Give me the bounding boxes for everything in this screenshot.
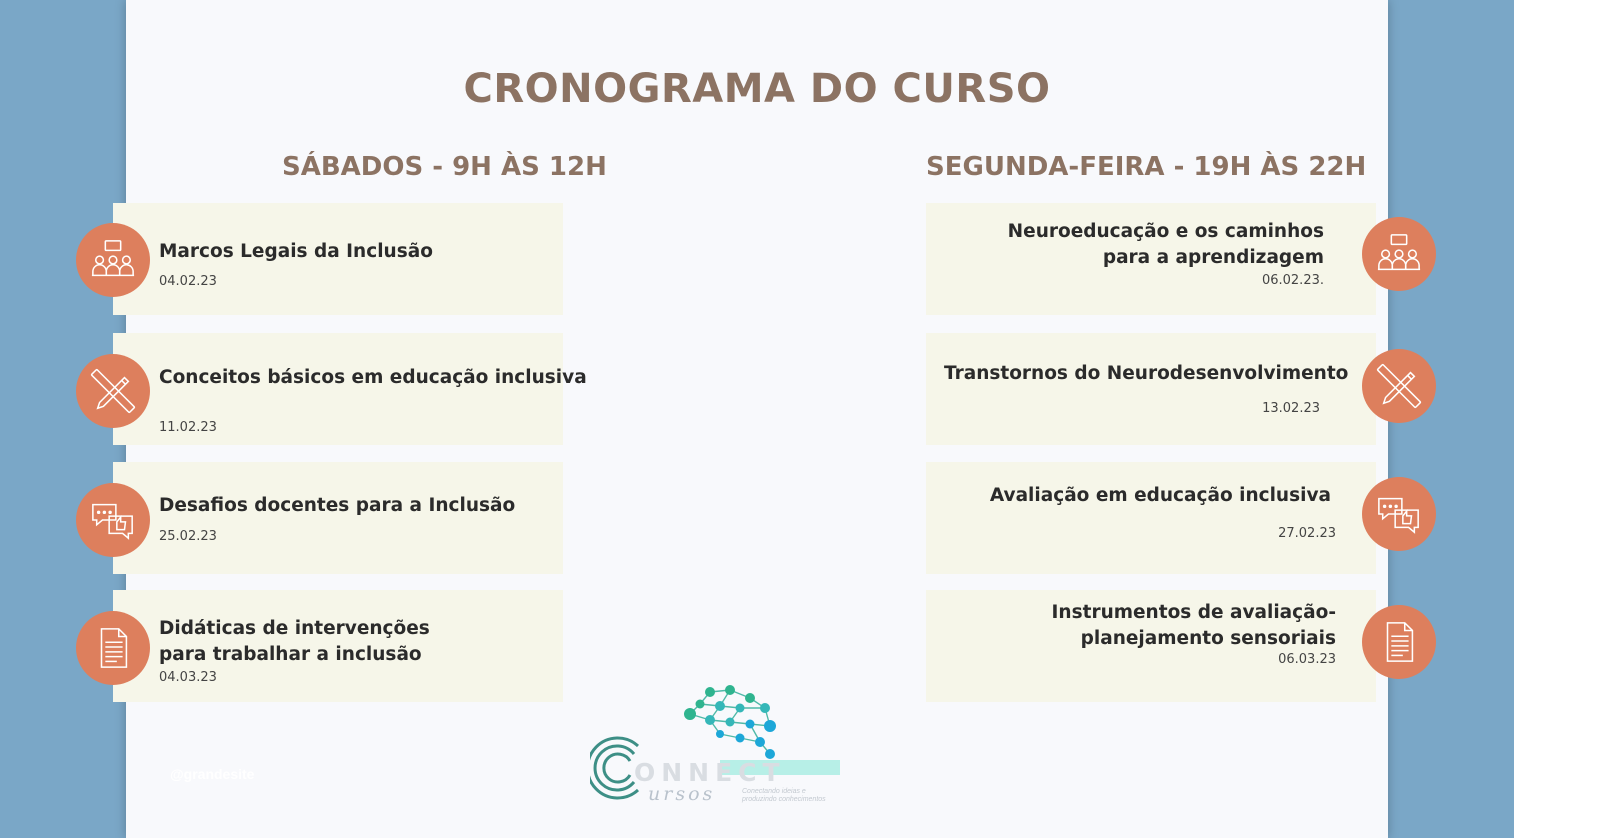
document-icon [76,611,150,685]
logo-subword: ursos [648,783,716,805]
session-date: 11.02.23 [159,420,217,435]
logo-c-mark [590,738,638,798]
session-card-monday-4 [926,590,1376,702]
session-title: Desafios docentes para a Inclusão [159,495,516,516]
session-date: 04.02.23 [159,274,217,289]
meeting-people-icon [1362,217,1436,291]
brain-network-icon [684,685,776,759]
session-date: 06.03.23 [1278,652,1336,667]
social-handle: @grandesite [170,766,255,782]
session-title: Instrumentos de avaliação-planejamento sensoriais [1051,602,1336,649]
session-date: 13.02.23 [1262,401,1320,416]
session-title: Neuroeducação e os caminhos para a aprendizagem [1007,221,1324,268]
session-title: Transtornos do Neurodesenvolvimento [944,363,1349,384]
session-card-saturday-4 [113,590,563,702]
monday-heading: SEGUNDA-FEIRA - 19H ÀS 22H [926,152,1367,182]
session-date: 27.02.23 [1278,526,1336,541]
session-card-saturday-1 [113,203,563,315]
session-title: Didáticas de intervenções para trabalhar a inclusão [159,618,430,665]
logo-tagline: Conectando ideias e produzindo conhecimentos [742,788,826,803]
page-title: CRONOGRAMA DO CURSO [463,66,1051,112]
logo-wordmark: ONNECT [634,758,786,787]
chat-like-icon [76,483,150,557]
session-date: 25.02.23 [159,529,217,544]
saturday-heading: SÁBADOS - 9H ÀS 12H [282,152,607,182]
session-title: Marcos Legais da Inclusão [159,241,433,262]
ruler-pencil-icon [76,354,150,428]
ruler-pencil-icon [1362,349,1436,423]
session-card-saturday-2 [113,333,587,445]
session-card-monday-3 [926,462,1376,574]
document-icon [1362,605,1436,679]
session-title: Conceitos básicos em educação inclusiva [159,367,587,388]
session-card-saturday-3 [113,462,563,574]
meeting-people-icon [76,223,150,297]
session-card-monday-2 [926,333,1376,445]
session-date: 04.03.23 [159,670,217,685]
session-date: 06.02.23. [1261,273,1324,288]
session-card-monday-1 [926,203,1376,315]
session-title: Avaliação em educação inclusiva [989,485,1331,506]
chat-like-icon [1362,477,1436,551]
